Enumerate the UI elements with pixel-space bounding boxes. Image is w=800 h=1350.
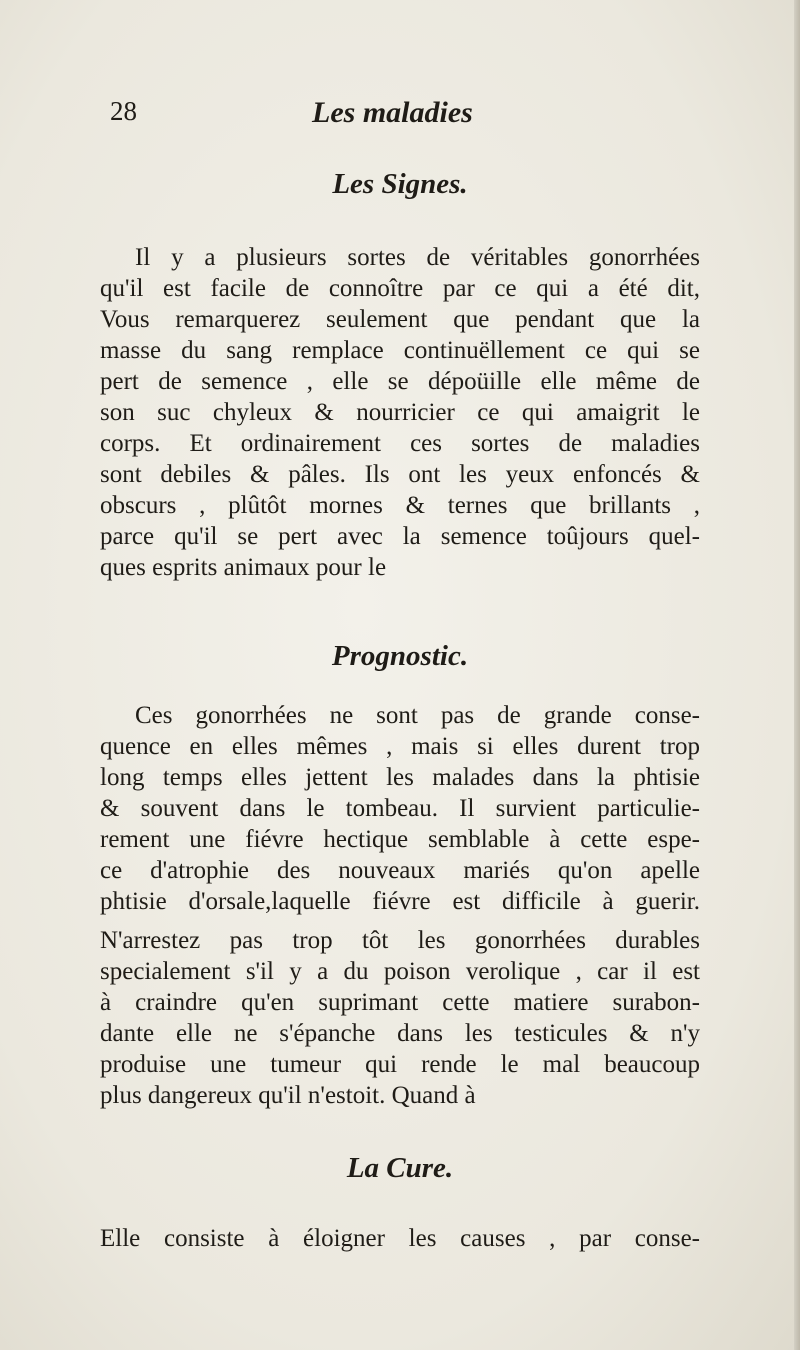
text-line: rement une fiévre hectique semblable à cette espe- [100, 826, 700, 853]
text-line: masse du sang remplace continuëllement ce qui se [100, 337, 700, 364]
text-line: parce qu'il se pert avec la semence toûjours quel- [100, 523, 700, 550]
text-line: pert de semence , elle se dépoüille elle même de [100, 368, 700, 395]
text-line: ce d'atrophie des nouveaux mariés qu'on apelle [100, 857, 700, 884]
section-title-prognostic: Prognostic. [331, 640, 469, 672]
page-edge [794, 0, 800, 1350]
page-number: 28 [110, 96, 137, 126]
text-line: ques esprits animaux pour le [100, 554, 387, 581]
text-line: son suc chyleux & nourricier ce qui amaigrit le [100, 399, 700, 426]
text-line: obscurs , plûtôt mornes & ternes que brillants , [100, 492, 700, 519]
text-line: long temps elles jettent les malades dans la phtisie [100, 764, 700, 791]
text-line: & souvent dans le tombeau. Il survient particulie- [100, 795, 700, 822]
text-line: produise une tumeur qui rende le mal beaucoup [100, 1051, 700, 1078]
text-line: corps. Et ordinairement ces sortes de maladies [100, 430, 700, 457]
section-title-signes: Les Signes. [332, 168, 468, 200]
text-line: quence en elles mêmes , mais si elles durent trop [100, 733, 700, 760]
text-line: phtisie d'orsale,laquelle fiévre est difficile à guerir. [100, 888, 700, 915]
text-line: qu'il est facile de connoître par ce qui a été dit, [100, 275, 700, 302]
text-line: Il y a plusieurs sortes de véritables gonorrhées [135, 244, 700, 271]
text-line: N'arrestez pas trop tôt les gonorrhées durables [100, 927, 700, 954]
text-line: plus dangereux qu'il n'estoit. Quand à [100, 1082, 476, 1109]
text-line: Elle consiste à éloigner les causes , par conse- [100, 1225, 700, 1252]
running-head: Les maladies [312, 96, 473, 129]
page-header [0, 96, 800, 136]
text-line: dante elle ne s'épanche dans les testicules & n'y [100, 1020, 700, 1047]
text-line: Vous remarquerez seulement que pendant que la [100, 306, 700, 333]
text-line: à craindre qu'en suprimant cette matiere surabon- [100, 989, 700, 1016]
text-line: sont debiles & pâles. Ils ont les yeux enfoncés & [100, 461, 700, 488]
text-line: specialement s'il y a du poison verolique , car il est [100, 958, 700, 985]
section-title-cure: La Cure. [346, 1152, 454, 1184]
text-line: Ces gonorrhées ne sont pas de grande conse- [135, 702, 700, 729]
